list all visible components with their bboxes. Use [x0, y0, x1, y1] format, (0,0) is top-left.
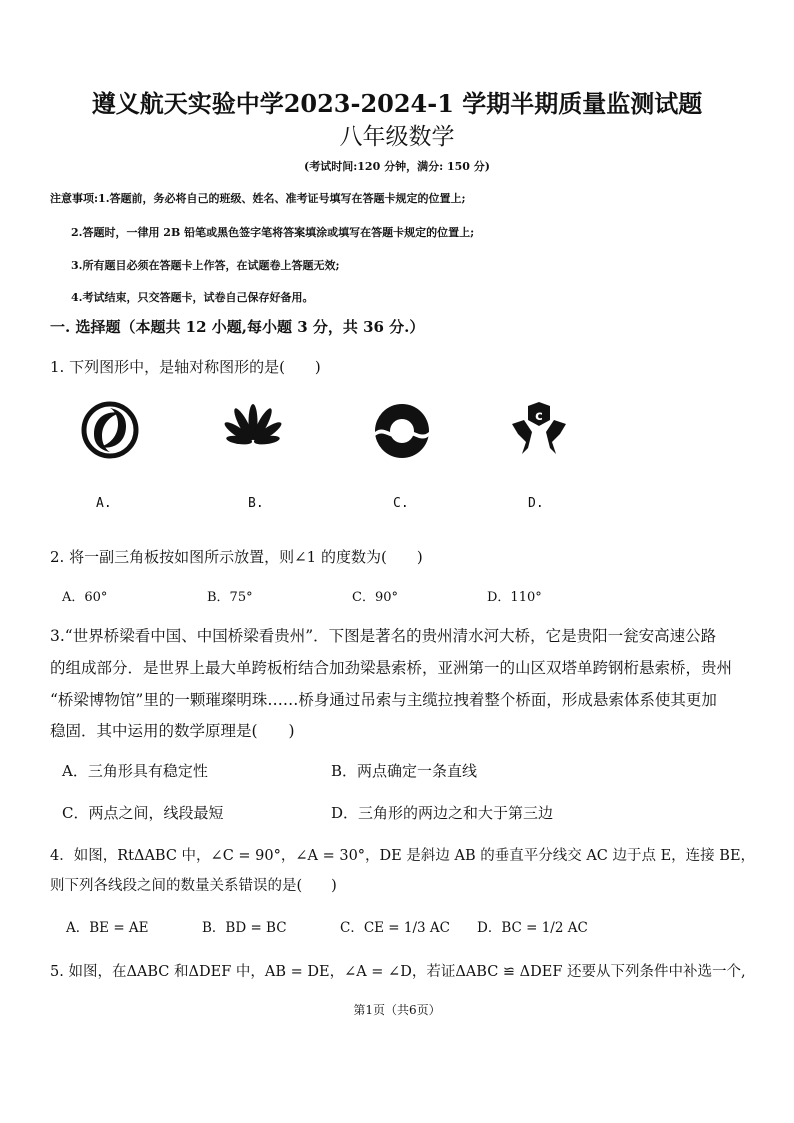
q2-option-c: C．90° — [352, 590, 398, 605]
q1-option-d: D. — [528, 496, 544, 511]
q4-line-2: 则下列各线段之间的数量关系错误的是( ) — [50, 878, 337, 894]
q4-line-1: 4．如图，RtΔABC 中，∠C = 90°，∠A = 30°，DE 是斜边 AB 的垂直平分线交 AC 边于点 E，连接 BE， — [50, 848, 756, 864]
q4-option-a: A．BE = AE — [66, 920, 149, 936]
note-2: 2.答题时，一律用 2B 铅笔或黑色签字笔将答案填涂或填写在答题卡规定的位置上; — [71, 226, 475, 239]
page-footer: 第1页（共6页） — [353, 1003, 441, 1017]
q5-line-1: 5. 如图，在ΔABC 和ΔDEF 中，AB = DE，∠A = ∠D，若证ΔABC ≌ ΔDEF 还要从下列条件中补选一个, — [50, 964, 746, 980]
q3-option-a: A．三角形具有稳定性 — [62, 762, 208, 780]
q2-option-a: A．60° — [62, 590, 108, 605]
q1-option-b: B. — [248, 496, 264, 511]
fan-petals-logo-icon — [218, 402, 288, 458]
svg-text:c: c — [535, 409, 543, 424]
hands-c-logo-icon — [508, 402, 570, 456]
q1-option-c: C. — [393, 496, 409, 511]
circle-swirl-logo-icon — [80, 400, 140, 460]
q3-line-3: “桥梁博物馆”里的一颗璀璨明珠……桥身通过吊索与主缆拉拽着整个桥面，形成悬索体系使其更加 — [50, 691, 717, 709]
q4-option-b: B．BD = BC — [202, 920, 287, 936]
q2-option-b: B．75° — [207, 590, 253, 605]
q3-option-d: D．三角形的两边之和大于第三边 — [331, 804, 554, 822]
note-1: 注意事项:1.答题前，务必将自己的班级、姓名、准考证号填写在答题卡规定的位置上; — [50, 192, 466, 205]
q1-stem: 1. 下列图形中，是轴对称图形的是( ) — [50, 358, 321, 376]
q3-option-c: C．两点之间，线段最短 — [62, 804, 224, 822]
note-3: 3.所有题目必须在答题卡上作答，在试题卷上答题无效; — [71, 259, 340, 272]
q3-line-2: 的组成部分．是世界上最大单跨板桁结合加劲梁悬索桥，亚洲第一的山区双塔单跨钢桁悬索桥，贵州 — [50, 659, 733, 677]
note-4: 4.考试结束，只交答题卡，试卷自己保存好备用。 — [71, 291, 314, 304]
q3-option-b: B．两点确定一条直线 — [331, 762, 478, 780]
q1-option-a: A. — [96, 496, 112, 511]
q2-option-d: D．110° — [487, 590, 542, 605]
exam-subject: 八年级数学 — [339, 124, 455, 150]
circle-wave-logo-icon — [372, 402, 432, 460]
q2-stem: 2. 将一副三角板按如图所示放置，则∠1 的度数为( ) — [50, 548, 423, 566]
q3-line-1: 3.“世界桥梁看中国、中国桥梁看贵州”．下图是著名的贵州清水河大桥，它是贵阳一瓮安高速公路 — [50, 627, 717, 645]
q3-line-4: 稳固．其中运用的数学原理是( ) — [50, 722, 295, 740]
section-heading: 一. 选择题（本题共 12 小题,每小题 3 分，共 36 分.） — [50, 318, 425, 336]
time-note: (考试时间:120 分钟，满分: 150 分) — [304, 160, 490, 173]
q4-option-d: D．BC = 1/2 AC — [477, 920, 588, 936]
q4-option-c: C．CE = 1/3 AC — [340, 920, 451, 936]
exam-title: 遵义航天实验中学2023-2024-1 学期半期质量监测试题 — [91, 89, 703, 118]
